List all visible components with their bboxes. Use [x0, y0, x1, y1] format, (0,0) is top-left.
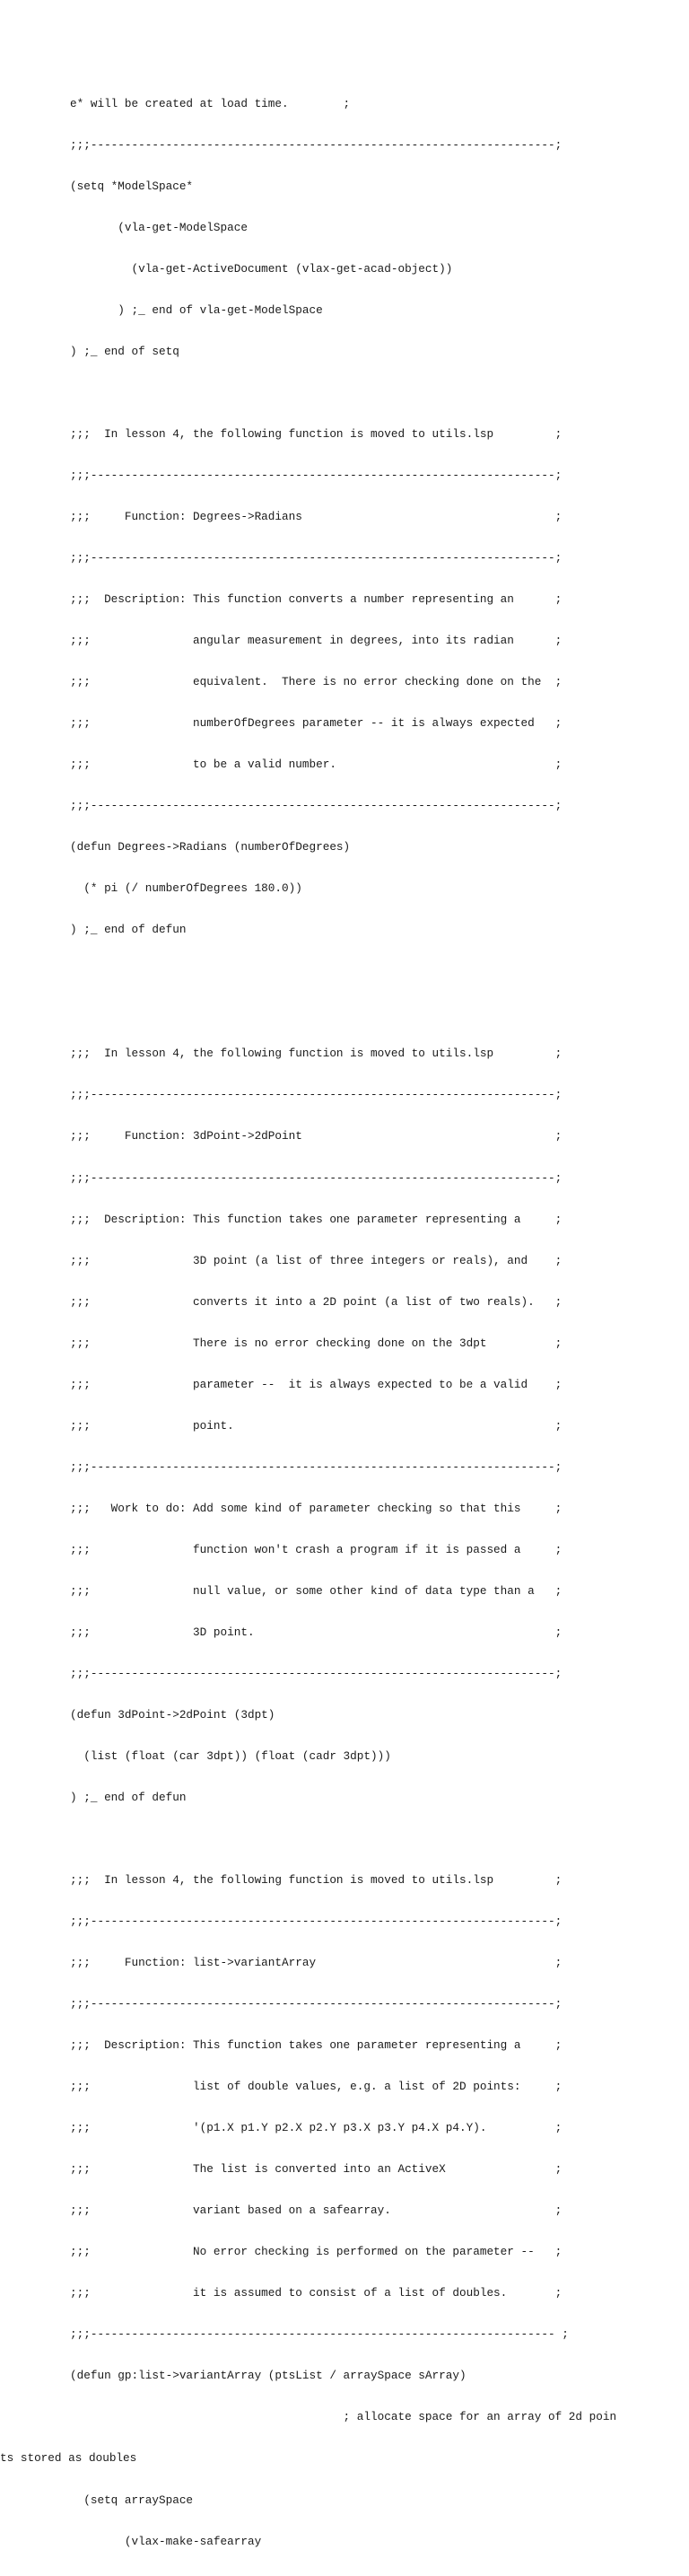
code-listing	[0, 69, 680, 2576]
code-line: ;;; function won't crash a program if it is passed a ;	[70, 1542, 563, 1556]
code-line: ;;; to be a valid number. ;	[70, 758, 563, 772]
code-line: ;;; Function: 3dPoint->2dPoint ;	[70, 1129, 563, 1143]
code-line: (defun 3dPoint->2dPoint (3dpt)	[70, 1707, 275, 1722]
code-line: ;;; Work to do: Add some kind of parameter checking so that this ;	[70, 1501, 563, 1515]
code-line: ;;; Description: This function takes one parameter representing a ;	[70, 2038, 563, 2053]
code-line: ;;;--------------------------------------------------------------------;	[70, 1170, 563, 1185]
code-line: ;;; variant based on a safearray. ;	[70, 2204, 563, 2218]
code-line: (vla-get-ActiveDocument (vlax-get-acad-object))	[70, 261, 453, 276]
code-line: ;;; parameter -- it is always expected to be a valid ;	[70, 1377, 563, 1391]
code-line	[70, 964, 680, 977]
code-line: ;;; '(p1.X p1.Y p2.X p2.Y p3.X p3.Y p4.X p4.Y). ;	[70, 2121, 563, 2135]
code-line: ;;;--------------------------------------------------------------------;	[70, 1459, 563, 1474]
code-line: (* pi (/ numberOfDegrees 180.0))	[70, 881, 302, 896]
code-line: ; allocate space for an array of 2d poin	[70, 2410, 617, 2424]
code-line: ) ;_ end of defun	[70, 1790, 187, 1804]
code-line: ;;;--------------------------------------------------------------------;	[70, 1088, 563, 1102]
code-line: (vlax-make-safearray	[70, 2534, 262, 2548]
code-line: (defun gp:list->variantArray (ptsList / arraySpace sArray)	[70, 2369, 467, 2383]
code-line: (list (float (car 3dpt)) (float (cadr 3dpt)))	[70, 1748, 391, 1763]
code-line: ;;; Description: This function converts a number representing an ;	[70, 592, 563, 607]
code-line: ;;; In lesson 4, the following function is moved to utils.lsp ;	[70, 1873, 563, 1888]
code-line: ;;; 3D point (a list of three integers or reals), and ;	[70, 1253, 563, 1267]
code-line: (setq *ModelSpace*	[70, 179, 194, 193]
code-line: ;;; converts it into a 2D point (a list of two reals). ;	[70, 1294, 563, 1309]
code-line: (defun Degrees->Radians (numberOfDegrees)	[70, 840, 351, 854]
code-line: (vla-get-ModelSpace	[70, 220, 248, 234]
code-line	[70, 1832, 680, 1845]
code-line: ;;; equivalent. There is no error checking done on the ;	[70, 675, 563, 689]
code-line: ;;; No error checking is performed on the parameter -- ;	[70, 2245, 563, 2259]
code-line: ;;;--------------------------------------------------------------------;	[70, 551, 563, 565]
code-line: ;;; The list is converted into an ActiveX ;	[70, 2162, 563, 2177]
code-line: ;;; 3D point. ;	[70, 1625, 563, 1639]
code-line: ;;; In lesson 4, the following function is moved to utils.lsp ;	[70, 1047, 563, 1061]
code-line: e* will be created at load time. ;	[70, 96, 351, 110]
code-line: ;;;--------------------------------------------------------------------;	[70, 468, 563, 482]
code-line: ;;; There is no error checking done on the 3dpt ;	[70, 1336, 563, 1350]
code-line: ;;;--------------------------------------------------------------------;	[70, 137, 563, 152]
code-line: ;;; Function: list->variantArray ;	[70, 1956, 563, 1970]
code-line: ;;; null value, or some other kind of data type than a ;	[70, 1583, 563, 1598]
code-line: ;;; Description: This function takes one parameter representing a ;	[70, 1212, 563, 1226]
code-line: ;;;--------------------------------------------------------------------;	[70, 1914, 563, 1929]
code-line: ) ;_ end of defun	[70, 923, 187, 937]
code-line: ;;; In lesson 4, the following function is moved to utils.lsp ;	[70, 426, 563, 441]
code-line: ) ;_ end of vla-get-ModelSpace	[70, 302, 323, 317]
code-line: ;;; angular measurement in degrees, into its radian ;	[70, 634, 563, 648]
code-line: ;;;--------------------------------------------------------------------;	[70, 1666, 563, 1680]
code-line: ;;; numberOfDegrees parameter -- it is always expected ;	[70, 716, 563, 731]
code-line-wrapped: ts stored as doubles	[0, 2451, 137, 2466]
code-line: ;;; Function: Degrees->Radians ;	[70, 510, 563, 523]
code-line	[70, 386, 680, 399]
code-line: ;;; point. ;	[70, 1418, 563, 1433]
code-line: ;;;--------------------------------------------------------------------;	[70, 799, 563, 813]
code-line: ;;;--------------------------------------------------------------------;	[70, 1997, 563, 2011]
code-line	[70, 1005, 680, 1019]
code-line: ;;;-------------------------------------------------------------------- ;	[70, 2327, 569, 2342]
code-line: ) ;_ end of setq	[70, 344, 179, 358]
code-line: (setq arraySpace	[70, 2493, 194, 2507]
code-line: ;;; it is assumed to consist of a list of doubles. ;	[70, 2286, 563, 2300]
code-line: ;;; list of double values, e.g. a list of 2D points: ;	[70, 2080, 563, 2094]
